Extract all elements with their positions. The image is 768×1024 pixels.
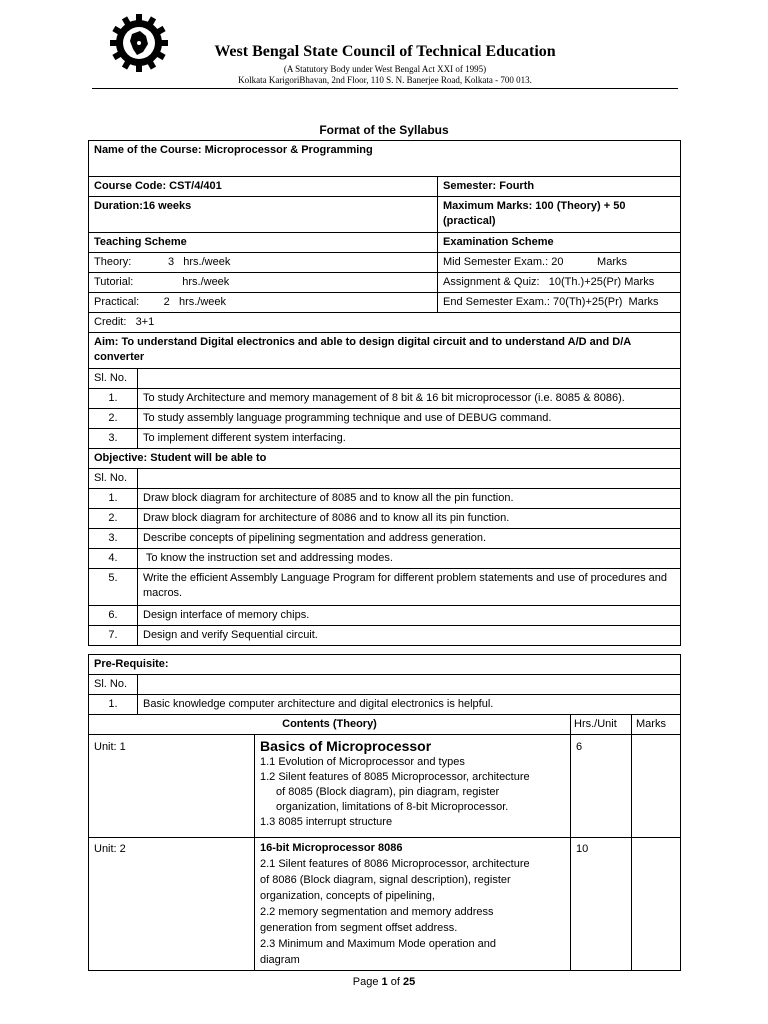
- contents-table: [88, 654, 681, 971]
- page-total: 25: [402, 976, 416, 988]
- unit-hours: 10: [571, 838, 632, 971]
- item-text: To study assembly language programming technique and use of DEBUG command.: [138, 409, 681, 429]
- org-subtitle: (A Statutory Body under West Bengal Act XXI of 1995): [283, 64, 487, 74]
- unit-topic: diagram: [260, 954, 300, 966]
- item-number: 5.: [89, 569, 138, 606]
- unit-topic: 1.2 Silent features of 8085 Microprocessor, architecture: [260, 771, 530, 783]
- item-number: 2.: [89, 409, 138, 429]
- list-item: [89, 569, 681, 606]
- syllabus-table: [88, 140, 681, 646]
- unit-topic: 1.1 Evolution of Microprocessor and types: [260, 756, 465, 768]
- item-number: 1.: [89, 695, 138, 715]
- page-title: Format of the Syllabus: [319, 123, 449, 137]
- unit-title: 16-bit Microprocessor 8086: [260, 842, 403, 854]
- item-text: Design and verify Sequential circuit.: [138, 626, 681, 646]
- item-number: 3.: [89, 429, 138, 449]
- item-text: Draw block diagram for architecture of 8085 and to know all the pin function.: [138, 489, 681, 509]
- unit-topic: 2.1 Silent features of 8086 Microprocessor, architecture: [260, 858, 530, 870]
- objective-text: Objective: Student will be able to: [89, 449, 681, 469]
- list-item: [89, 529, 681, 549]
- item-text: To implement different system interfacing.: [138, 429, 681, 449]
- course-code: Course Code: CST/4/401: [89, 177, 438, 197]
- page-word: Page: [352, 976, 382, 988]
- objective-empty-cell: [138, 469, 681, 489]
- list-item: [89, 549, 681, 569]
- list-item: [89, 429, 681, 449]
- objective-sl-header: Sl. No.: [89, 469, 138, 489]
- header-divider: [92, 88, 678, 89]
- teaching-scheme-heading: Teaching Scheme: [89, 233, 438, 253]
- unit-marks: [632, 838, 681, 971]
- duration: Duration:16 weeks: [89, 197, 438, 233]
- list-item: [89, 389, 681, 409]
- item-text: Basic knowledge computer architecture and digital electronics is helpful.: [138, 695, 681, 715]
- unit-row: [89, 838, 681, 971]
- mid-semester-marks: Mid Semester Exam.: 20 Marks: [438, 253, 681, 273]
- unit-topic: organization, concepts of pipelining,: [260, 890, 435, 902]
- list-item: [89, 409, 681, 429]
- contents-heading: Contents (Theory): [89, 715, 571, 735]
- list-item: [89, 695, 681, 715]
- item-text: To know the instruction set and addressing modes.: [138, 549, 681, 569]
- unit-hours: 6: [571, 735, 632, 838]
- theory-hours: Theory: 3 hrs./week: [89, 253, 438, 273]
- unit-topic: 2.3 Minimum and Maximum Mode operation and: [260, 938, 497, 950]
- list-item: [89, 509, 681, 529]
- unit-topic: 1.3 8085 interrupt structure: [260, 816, 393, 828]
- item-number: 7.: [89, 626, 138, 646]
- prereq-sl-header: Sl. No.: [89, 675, 138, 695]
- maximum-marks: Maximum Marks: 100 (Theory) + 50 (practical): [438, 197, 681, 233]
- item-text: Draw block diagram for architecture of 8086 and to know all its pin function.: [138, 509, 681, 529]
- semester: Semester: Fourth: [438, 177, 681, 197]
- item-text: Write the efficient Assembly Language Program for different problem statements and use of procedures and macros.: [138, 569, 681, 606]
- page-footer: [88, 976, 680, 988]
- item-number: 6.: [89, 606, 138, 626]
- item-number: 2.: [89, 509, 138, 529]
- list-item: [89, 489, 681, 509]
- prerequisite-heading: Pre-Requisite:: [89, 655, 681, 675]
- item-number: 3.: [89, 529, 138, 549]
- item-text: Design interface of memory chips.: [138, 606, 681, 626]
- aim-empty-cell: [138, 369, 681, 389]
- aim-text: Aim: To understand Digital electronics and able to design digital circuit and to understand A/D and D/A converter: [89, 333, 681, 369]
- unit-row: [89, 735, 681, 838]
- page-number: 1: [381, 976, 388, 988]
- unit-topic: generation from segment offset address.: [260, 922, 458, 934]
- unit-topic: organization, limitations of 8-bit Microprocessor.: [276, 801, 509, 813]
- prereq-empty-cell: [138, 675, 681, 695]
- end-semester-marks: End Semester Exam.: 70(Th)+25(Pr) Marks: [438, 293, 681, 313]
- marks-heading: Marks: [632, 715, 681, 735]
- unit-label: Unit: 1: [89, 735, 255, 838]
- list-item: [89, 626, 681, 646]
- org-address: Kolkata KarigoriBhavan, 2nd Floor, 110 S. N. Banerjee Road, Kolkata - 700 013.: [238, 75, 532, 85]
- unit-marks: [632, 735, 681, 838]
- tutorial-hours: Tutorial: hrs./week: [89, 273, 438, 293]
- unit-topic: 2.2 memory segmentation and memory address: [260, 906, 494, 918]
- course-name: Name of the Course: Microprocessor & Programming: [89, 141, 681, 177]
- exam-scheme-heading: Examination Scheme: [438, 233, 681, 253]
- item-number: 4.: [89, 549, 138, 569]
- unit-title: Basics of Microprocessor: [260, 738, 432, 754]
- credit: Credit: 3+1: [89, 313, 681, 333]
- unit-label: Unit: 2: [89, 838, 255, 971]
- unit-topic: of 8086 (Block diagram, signal description), register: [260, 874, 511, 886]
- list-item: [89, 606, 681, 626]
- aim-sl-header: Sl. No.: [89, 369, 138, 389]
- org-name: West Bengal State Council of Technical Education: [214, 43, 556, 60]
- assignment-marks: Assignment & Quiz: 10(Th.)+25(Pr) Marks: [438, 273, 681, 293]
- unit-topic: of 8085 (Block diagram), pin diagram, register: [276, 786, 500, 798]
- practical-hours: Practical: 2 hrs./week: [89, 293, 438, 313]
- item-number: 1.: [89, 389, 138, 409]
- item-text: To study Architecture and memory management of 8 bit & 16 bit microprocessor (i.e. 8085 & 8086).: [138, 389, 681, 409]
- item-text: Describe concepts of pipelining segmentation and address generation.: [138, 529, 681, 549]
- hrs-per-unit-heading: Hrs./Unit: [571, 715, 632, 735]
- item-number: 1.: [89, 489, 138, 509]
- of-word: of: [387, 976, 403, 988]
